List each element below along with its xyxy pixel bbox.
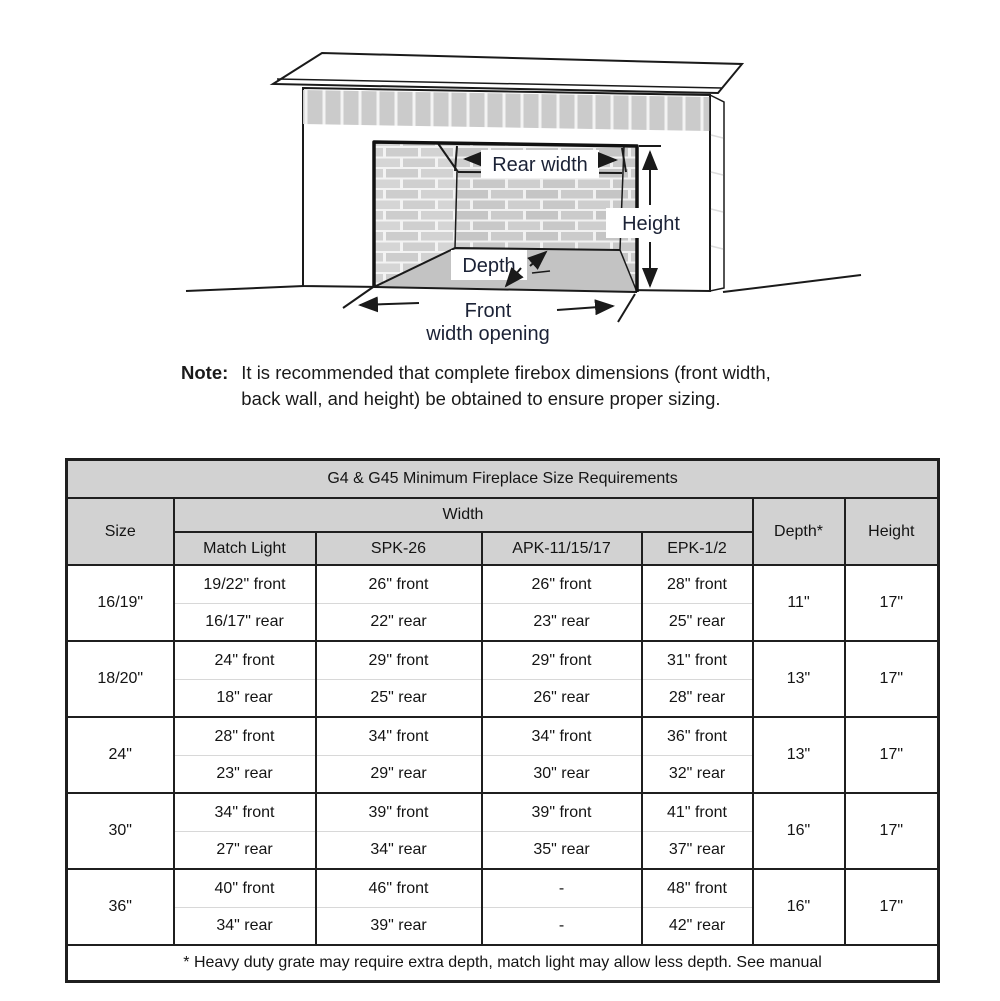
rear-value: 37" rear <box>668 840 726 858</box>
table-title: G4 & G45 Minimum Fireplace Size Requirements <box>67 460 939 499</box>
front-value: 39" front <box>483 795 641 832</box>
width-cell <box>642 793 753 869</box>
width-cell <box>174 641 316 717</box>
rear-value: 34" rear <box>370 840 427 858</box>
width-cell <box>482 565 642 641</box>
width-cell <box>174 869 316 945</box>
rear-value: 25" rear <box>668 612 726 630</box>
rear-value: 35" rear <box>533 840 590 858</box>
front-value: 41" front <box>643 795 752 832</box>
fireplace-size-table <box>65 458 940 983</box>
note-label: Note: <box>181 362 229 383</box>
table-row <box>67 793 939 869</box>
size-value: 30" <box>67 793 174 869</box>
front-width-annotation <box>343 285 635 345</box>
mantel-slab <box>273 53 742 93</box>
width-cell <box>174 717 316 793</box>
depth-value: 13" <box>753 717 845 793</box>
height-value: 17" <box>845 565 939 641</box>
col-header-epk: EPK-1/2 <box>642 532 753 565</box>
depth-label: Depth <box>462 255 516 277</box>
depth-value: 16" <box>753 793 845 869</box>
table-row <box>67 869 939 945</box>
front-value: 29" front <box>317 643 481 680</box>
front-value: 39" front <box>317 795 481 832</box>
width-cell <box>316 717 482 793</box>
front-value: 26" front <box>317 567 481 604</box>
front-value: 34" front <box>317 719 481 756</box>
front-value: 48" front <box>643 871 752 908</box>
fireplace-diagram <box>0 0 1000 352</box>
width-cell <box>316 641 482 717</box>
depth-value: 13" <box>753 641 845 717</box>
rear-value: 42" rear <box>668 916 726 934</box>
rear-value: 22" rear <box>370 612 427 630</box>
rear-value: 23" rear <box>533 612 590 630</box>
front-value: 28" front <box>643 567 752 604</box>
width-cell <box>174 565 316 641</box>
rear-value: 32" rear <box>668 764 726 782</box>
rear-value: 23" rear <box>216 764 273 782</box>
rear-value: 18" rear <box>216 688 273 706</box>
col-header-depth: Depth* <box>753 498 845 565</box>
col-header-width-group: Width <box>174 498 753 532</box>
width-cell <box>642 641 753 717</box>
rear-width-label: Rear width <box>492 154 588 176</box>
front-value: 46" front <box>317 871 481 908</box>
front-value: 26" front <box>483 567 641 604</box>
note-block <box>181 360 881 412</box>
width-cell <box>642 565 753 641</box>
width-cell <box>482 869 642 945</box>
rear-value: 26" rear <box>533 688 590 706</box>
note-line1: It is recommended that complete firebox dimensions (front width, <box>241 362 771 383</box>
table-footnote: * Heavy duty grate may require extra depth, match light may allow less depth. See manual <box>67 945 939 982</box>
col-header-height: Height <box>845 498 939 565</box>
width-cell <box>482 641 642 717</box>
size-value: 16/19" <box>67 565 174 641</box>
rear-value: 34" rear <box>216 916 273 934</box>
front-value: - <box>483 871 641 908</box>
depth-value: 16" <box>753 869 845 945</box>
rear-value: 25" rear <box>370 688 427 706</box>
front-value: 19/22" front <box>175 567 315 604</box>
width-cell <box>316 869 482 945</box>
front-value: 31" front <box>643 643 752 680</box>
rear-value: 28" rear <box>668 688 726 706</box>
side-return-wall <box>710 95 724 291</box>
front-value: 28" front <box>175 719 315 756</box>
size-value: 36" <box>67 869 174 945</box>
width-cell <box>316 793 482 869</box>
table-row <box>67 641 939 717</box>
front-width-label-line2: width opening <box>426 323 550 345</box>
col-header-size: Size <box>67 498 174 565</box>
col-header-match-light: Match Light <box>174 532 316 565</box>
height-value: 17" <box>845 793 939 869</box>
width-cell <box>642 717 753 793</box>
width-cell <box>482 793 642 869</box>
rear-value: 16/17" rear <box>205 612 284 630</box>
height-value: 17" <box>845 869 939 945</box>
width-cell <box>316 565 482 641</box>
front-value: 34" front <box>175 795 315 832</box>
col-header-apk: APK-11/15/17 <box>482 532 642 565</box>
rear-value: 27" rear <box>216 840 273 858</box>
height-value: 17" <box>845 641 939 717</box>
height-value: 17" <box>845 717 939 793</box>
note-line2: back wall, and height) be obtained to ensure proper sizing. <box>241 388 721 409</box>
width-cell <box>482 717 642 793</box>
front-value: 40" front <box>175 871 315 908</box>
size-value: 24" <box>67 717 174 793</box>
col-header-spk26: SPK-26 <box>316 532 482 565</box>
height-label: Height <box>622 213 680 235</box>
width-cell <box>174 793 316 869</box>
front-value: 29" front <box>483 643 641 680</box>
front-value: 36" front <box>643 719 752 756</box>
width-cell <box>642 869 753 945</box>
table-row <box>67 717 939 793</box>
front-width-label-line1: Front <box>464 300 512 322</box>
rear-value: 29" rear <box>370 764 427 782</box>
table-row <box>67 565 939 641</box>
depth-value: 11" <box>753 565 845 641</box>
front-value: 34" front <box>483 719 641 756</box>
rear-value: 30" rear <box>533 764 590 782</box>
rear-value: - <box>558 916 565 934</box>
front-value: 24" front <box>175 643 315 680</box>
size-value: 18/20" <box>67 641 174 717</box>
note-text <box>241 360 771 412</box>
rear-value: 39" rear <box>370 916 427 934</box>
